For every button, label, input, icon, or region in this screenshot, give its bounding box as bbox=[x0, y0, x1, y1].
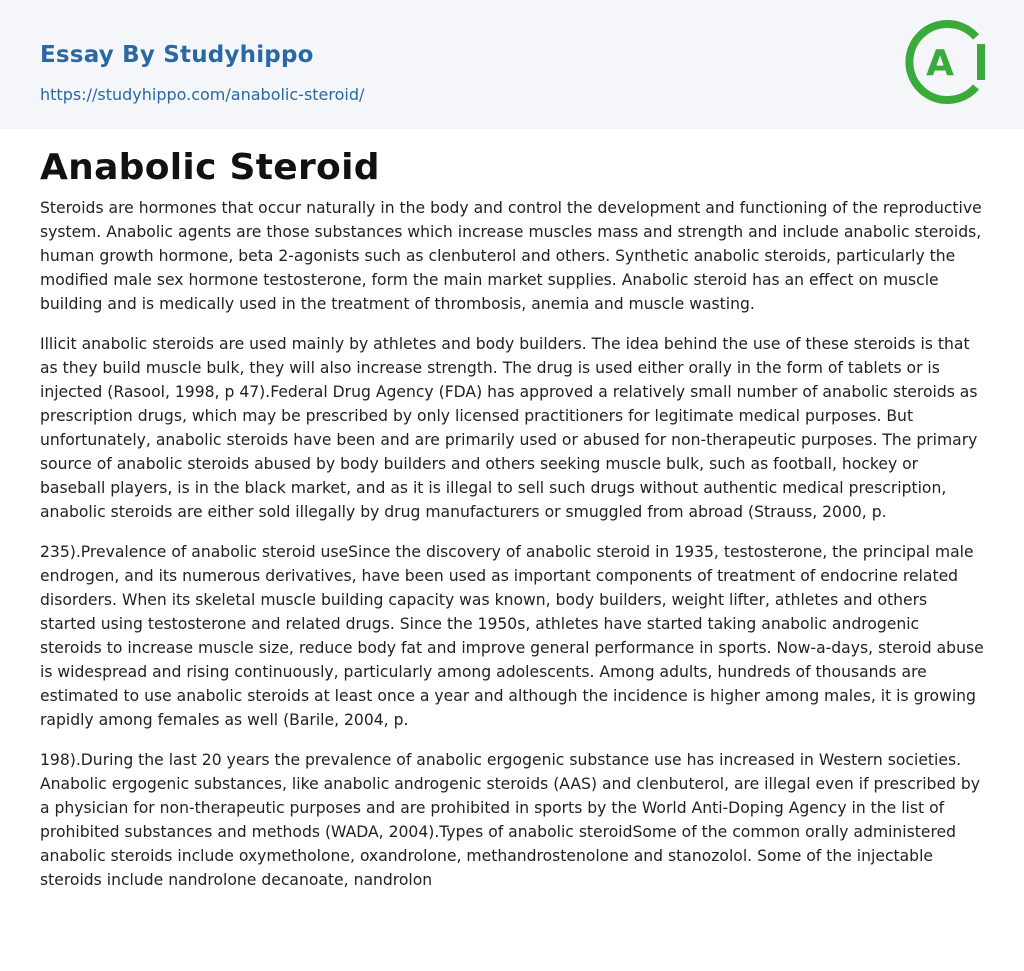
studyhippo-logo-icon[interactable] bbox=[902, 19, 988, 105]
essay-paragraph: 198).During the last 20 years the prevalence of anabolic ergogenic substance use has increased in Western societies. Anabolic ergogenic substances, like anabolic androgenic steroids (AAS) and clenbuterol, are illegal even if prescribed by a physician for non-therapeutic purposes and are prohibited in sports by the World Anti-Doping Agency in the list of prohibited substances and methods (WADA, 2004).Types of anabolic steroidSome of the common orally administered anabolic steroids include oxymetholone, oxandrolone, methandrostenolone and stanozolol. Some of the injectable steroids include nandrolone decanoate, nandrolon bbox=[40, 751, 981, 889]
essay-paragraph: Steroids are hormones that occur naturally in the body and control the development and functioning of the reproductive system. Anabolic agents are those substances which increase muscles mass and strength and include anabolic steroids, human growth hormone, beta 2-agonists such as clenbuterol and others. Synthetic anabolic steroids, particularly the modified male sex hormone testosterone, form the main market supplies. Anabolic steroid has an effect on muscle building and is medically used in the treatment of thrombosis, anemia and muscle wasting. bbox=[40, 199, 982, 313]
site-header bbox=[0, 0, 1024, 129]
essay-title: Anabolic Steroid bbox=[40, 147, 380, 188]
essay-paragraph: 235).Prevalence of anabolic steroid useSince the discovery of anabolic steroid in 1935, testosterone, the principal male endrogen, and its numerous derivatives, have been used as important components of treatment of endocrine related disorders. When its skeletal muscle building capacity was known, body builders, weight lifter, athletes and others started using testosterone and related drugs. Since the 1950s, athletes have started taking anabolic androgenic steroids to increase muscle size, reduce body fat and improve general performance in sports. Now-a-days, steroid abuse is widespread and rising continuously, particularly among adolescents. Among adults, hundreds of thousands are estimated to use anabolic steroids at least once a year and although the incidence is higher among males, it is growing rapidly among females as well (Barile, 2004, p. bbox=[40, 543, 984, 729]
source-url-link[interactable]: https://studyhippo.com/anabolic-steroid/ bbox=[40, 85, 365, 104]
essay-paragraph: Illicit anabolic steroids are used mainly by athletes and body builders. The idea behind the use of these steroids is that as they build muscle bulk, they will also increase strength. The drug is used either orally in the form of tablets or is injected (Rasool, 1998, p 47).Federal Drug Agency (FDA) has approved a relatively small number of anabolic steroids as prescription drugs, which may be prescribed by only licensed practitioners for legitimate medical purposes. But unfortunately, anabolic steroids have been and are primarily used or abused for non-therapeutic purposes. The primary source of anabolic steroids abused by body builders and others seeking muscle bulk, such as football, hockey or baseball players, is in the black market, and as it is illegal to sell such drugs without authentic medical prescription, anabolic steroids are either sold illegally by drug manufacturers or smuggled from abroad (Strauss, 2000, p. bbox=[40, 335, 978, 521]
essay-content bbox=[0, 129, 1024, 892]
logo-letter: A bbox=[926, 43, 954, 84]
brand-title[interactable]: Essay By Studyhippo bbox=[40, 42, 314, 68]
